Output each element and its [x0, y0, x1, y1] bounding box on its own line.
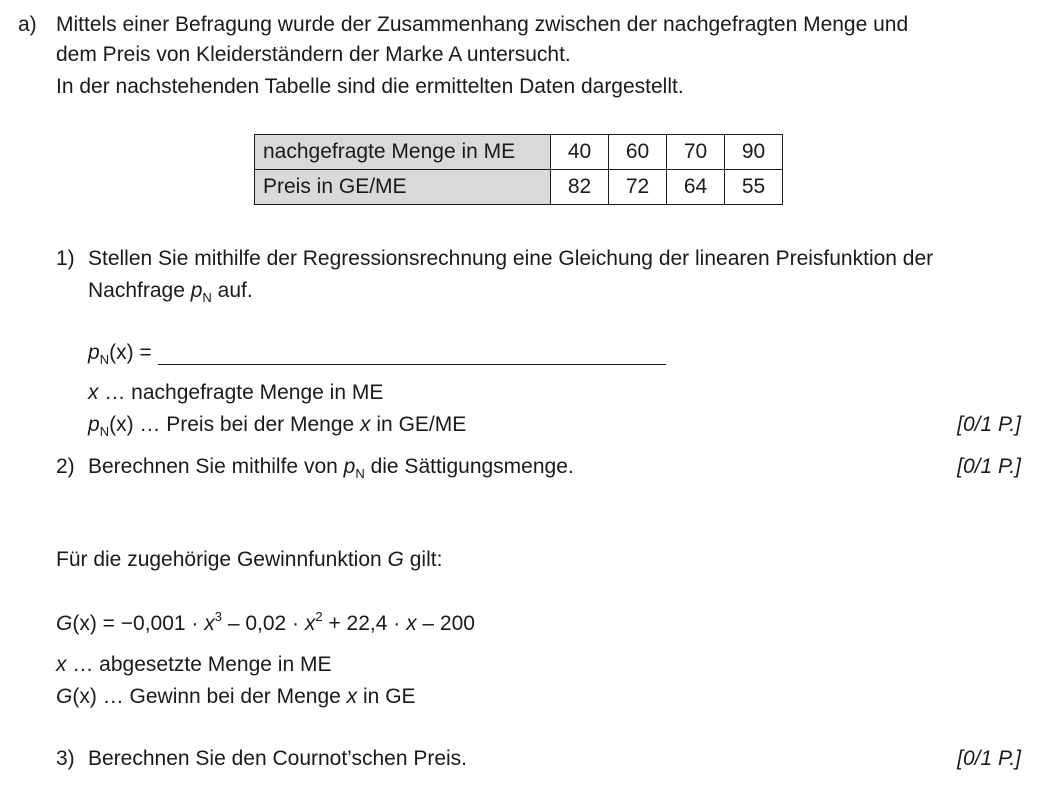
intro-line-1: Mittels einer Befragung wurde der Zusammenhang zwischen der nachgefragten Menge und [56, 13, 909, 36]
task-1-line-2: Nachfrage $p_N$ auf. [88, 279, 253, 305]
row-header-quantity: nachgefragte Menge in ME [255, 135, 551, 170]
task-2-text: Berechnen Sie mithilfe von $p_N$ die Sättigungsmenge. [88, 455, 574, 481]
profit-formula: $G(x) = -0,001 \cdot x^3 - 0,02 \cdot x^2 + 22,4 \cdot x - 200$ [56, 609, 475, 635]
row-header-price: Preis in GE/ME [255, 170, 551, 205]
profit-legend-g: G(x) … Gewinn bei der Menge x in GE [56, 685, 416, 708]
table-row [255, 135, 783, 170]
table-cell: 72 [609, 170, 667, 205]
task-3-points: [0/1 P.] [957, 747, 1021, 770]
table-cell: 90 [725, 135, 783, 170]
table-cell: 55 [725, 170, 783, 205]
table-cell: 82 [551, 170, 609, 205]
intro-line-3: In der nachstehenden Tabelle sind die ermittelten Daten dargestellt. [56, 75, 684, 98]
task-2-number: 2) [56, 455, 75, 478]
task-1-line-1: Stellen Sie mithilfe der Regressionsrechnung eine Gleichung der linearen Preisfunktion der [88, 247, 934, 270]
answer-blank[interactable] [158, 342, 666, 365]
task-1-number: 1) [56, 247, 75, 270]
data-table [254, 134, 783, 205]
table-cell: 60 [609, 135, 667, 170]
part-label: a) [18, 13, 37, 36]
table-cell: 70 [667, 135, 725, 170]
table-row [255, 170, 783, 205]
table-cell: 64 [667, 170, 725, 205]
task-1-legend-x: x … nachgefragte Menge in ME [88, 381, 384, 404]
intro-line-2: dem Preis von Kleiderständern der Marke A untersucht. [56, 43, 571, 66]
task-1-points: [0/1 P.] [957, 413, 1021, 436]
profit-legend-x: x … abgesetzte Menge in ME [56, 653, 332, 676]
answer-line: $p_N(x)$ = [88, 340, 666, 366]
task-2-points: [0/1 P.] [957, 455, 1021, 478]
task-3-number: 3) [56, 747, 75, 770]
table-cell: 40 [551, 135, 609, 170]
task-3-text: Berechnen Sie den Cournot’schen Preis. [88, 747, 468, 770]
task-1-legend-pn: $p_N(x)$ … Preis bei der Menge x in GE/ME [88, 413, 467, 439]
profit-intro: Für die zugehörige Gewinnfunktion G gilt: [56, 548, 443, 571]
